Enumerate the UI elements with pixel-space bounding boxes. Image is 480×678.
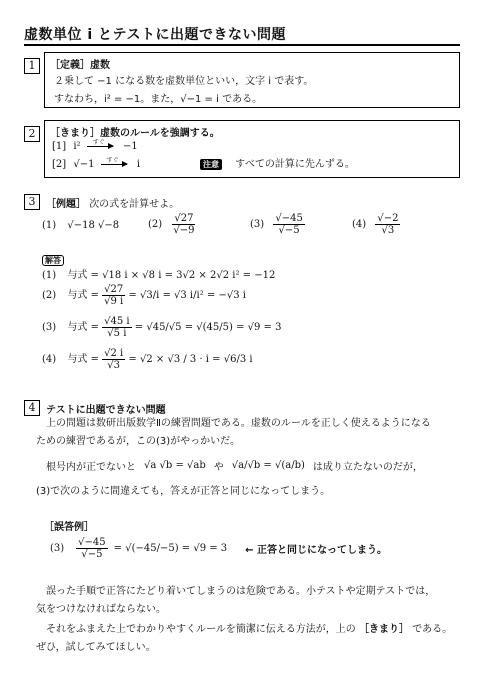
section-1-line-1: ２乗して −1 になる数を虚数単位といい，文字 i で表す。 xyxy=(54,76,314,87)
section-4-p2b: は成り立たないのだが， xyxy=(312,462,423,473)
section-4-p5-end: である。 xyxy=(412,624,453,635)
rule-1-right: −1 xyxy=(122,141,138,152)
answer-4-den: √3 xyxy=(107,360,121,371)
rule-2-left: √−1 xyxy=(73,159,95,170)
rule-1 xyxy=(52,141,138,152)
problem-2 xyxy=(148,213,196,236)
answer-3-den: √5 i xyxy=(107,328,127,339)
rule-1-arrow-label: すぐ xyxy=(92,139,105,146)
answer-1 xyxy=(42,266,275,281)
section-1-line-2: すなわち，i² = −1。また，√−1 = i である。 xyxy=(54,94,263,105)
answer-3-label: (3) xyxy=(42,322,57,333)
section-4-p5-text: それをふまえた上でわかりやすくルールを簡潔に伝える方法が，上の xyxy=(46,624,356,635)
section-4-p5b: ぜひ，試してみてほしい。 xyxy=(36,642,156,653)
section-4-formula-1: √a √b = √ab xyxy=(144,460,206,471)
note-text: すべての計算に先んずる。 xyxy=(235,159,355,170)
problem-1-expr: √−18 √−8 xyxy=(67,220,120,231)
problem-1 xyxy=(42,220,119,231)
section-4-heading: テストに出題できない問題 xyxy=(46,405,166,416)
section-3-number: 3 xyxy=(24,194,40,210)
answer-2-num: √27 xyxy=(104,284,124,295)
section-4-p4b: 気をつけなければならない。 xyxy=(36,604,166,615)
answer-1-label: (1) xyxy=(42,270,57,281)
answer-4-rest: = √2 × √3 / 3 · i = √6/3 i xyxy=(128,354,253,365)
section-4-p4: 誤った手順で正答にたどり着いてしまうのは危険である。小テストや定期テストでは， xyxy=(46,586,436,597)
rule-2-right: i xyxy=(136,159,141,170)
answer-2-rest: = √3/i = √3 i/i² = −√3 i xyxy=(128,290,246,301)
note-badge: 注意 xyxy=(200,159,222,170)
section-4-p1b: ための練習であるが，この(3)がやっかいだ。 xyxy=(36,436,241,447)
wrong-label: (3) xyxy=(50,543,65,554)
rule-2-arrow-icon xyxy=(101,157,127,165)
section-4-formula-2: √a/√b = √(a/b) xyxy=(231,460,305,471)
answer-4-prefix: 与式 = xyxy=(67,354,99,365)
section-4-p2-mid: や xyxy=(213,462,224,473)
problem-3 xyxy=(250,213,305,236)
section-3-heading-row xyxy=(46,195,179,210)
rule-2-arrow-label: すぐ xyxy=(106,157,119,164)
section-1-number: 1 xyxy=(24,58,40,74)
section-4-p2 xyxy=(46,458,423,473)
answer-badge: 解答 xyxy=(42,255,64,266)
section-2-heading: ［きまり］虚数のルールを強調する。 xyxy=(50,128,220,139)
wrong-example xyxy=(50,537,387,560)
answer-3-prefix: 与式 = xyxy=(67,322,99,333)
title-underline xyxy=(24,44,460,46)
rule-2-label: [2] xyxy=(52,159,67,170)
wrong-num: √−45 xyxy=(78,537,106,548)
problem-2-den: √−9 xyxy=(173,225,195,236)
rule-2 xyxy=(52,159,140,170)
problem-3-label: (3) xyxy=(250,219,265,230)
page-title: 虚数単位 i とテストに出題できない問題 xyxy=(24,27,286,43)
rule-1-arrow-icon xyxy=(87,139,113,147)
wrong-den: √−5 xyxy=(81,549,103,560)
answer-4 xyxy=(42,348,253,371)
wrong-heading: ［誤答例］ xyxy=(44,522,94,533)
problem-2-num: √27 xyxy=(174,213,194,224)
problem-4 xyxy=(352,213,400,236)
answer-3 xyxy=(42,316,281,339)
section-4-p5-bold: ［きまり］ xyxy=(359,624,409,635)
section-4-p5 xyxy=(46,620,452,640)
note xyxy=(200,152,355,171)
problem-1-label: (1) xyxy=(42,220,57,231)
section-4-p2a: 根号内が正でないと xyxy=(46,462,136,473)
answer-2-prefix: 与式 = xyxy=(67,290,99,301)
answer-2 xyxy=(42,284,246,307)
section-2-number: 2 xyxy=(24,126,40,142)
section-4-p3: (3)で次のように間違えても，答えが正答と同じになってしまう。 xyxy=(36,486,331,497)
wrong-note: ← 正答と同じになってしまう。 xyxy=(245,545,388,556)
section-3-instruction: 次の式を計算せよ。 xyxy=(89,199,180,210)
problem-4-den: √3 xyxy=(381,225,395,236)
answer-4-num: √2 i xyxy=(104,348,124,359)
answer-2-label: (2) xyxy=(42,290,57,301)
problem-4-num: √−2 xyxy=(377,213,399,224)
section-4-number: 4 xyxy=(24,400,40,416)
rule-1-label: [1] xyxy=(52,141,67,152)
problem-4-label: (4) xyxy=(352,219,367,230)
problem-3-den: √−5 xyxy=(278,225,300,236)
section-1-heading: ［定義］虚数 xyxy=(50,60,110,71)
rule-1-left: i² xyxy=(73,141,81,152)
answer-2-den: √9 i xyxy=(104,296,124,307)
problem-2-label: (2) xyxy=(148,219,163,230)
answer-4-label: (4) xyxy=(42,354,57,365)
section-4-p1: 上の問題は数研出版数学Ⅱの練習問題である。虚数のルールを正しく使えるようになる xyxy=(46,418,431,429)
problem-3-num: √−45 xyxy=(275,213,303,224)
answer-3-rest: = √45/√5 = √(45/5) = √9 = 3 xyxy=(134,322,282,333)
wrong-rest: = √(−45/−5) = √9 = 3 xyxy=(113,543,228,554)
answer-3-num: √45 i xyxy=(104,316,130,327)
section-3-heading: ［例題］ xyxy=(46,199,86,210)
answer-1-text: 与式 = √18 i × √8 i = 3√2 × 2√2 i² = −12 xyxy=(67,270,276,281)
